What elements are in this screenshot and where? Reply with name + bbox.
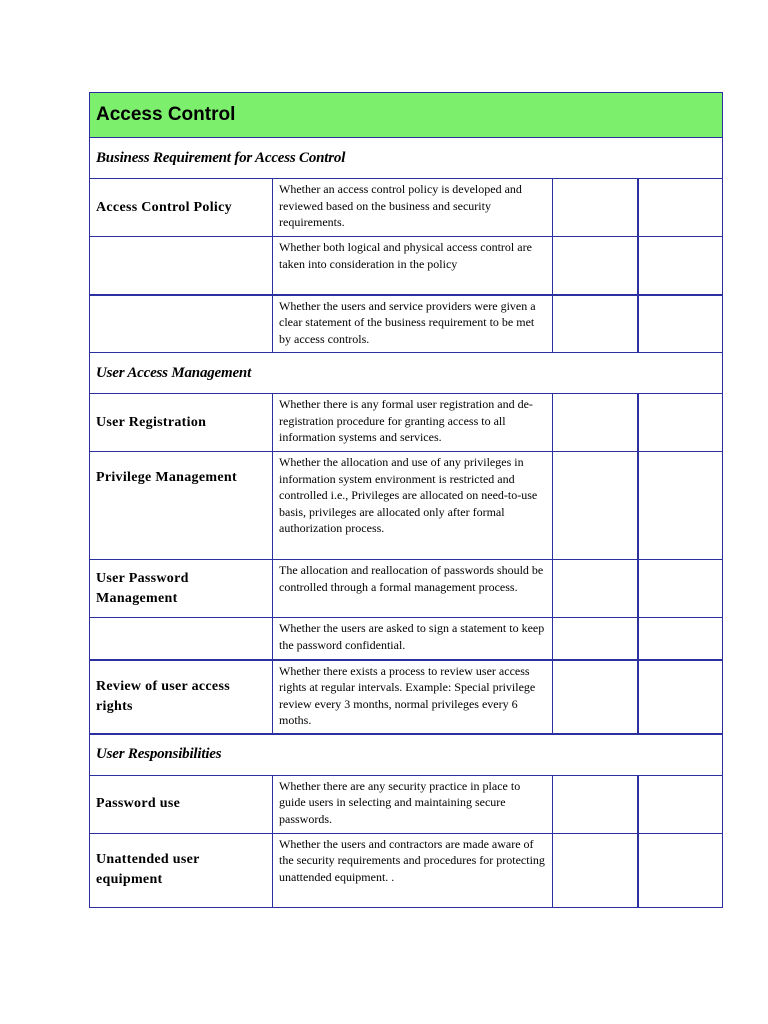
- findings-cell[interactable]: [638, 618, 723, 660]
- table-row: [90, 560, 723, 618]
- control-name: Access Control Policy: [90, 179, 273, 237]
- findings-cell[interactable]: [638, 295, 723, 353]
- findings-cell[interactable]: [638, 833, 723, 907]
- checklist-table: [89, 92, 723, 908]
- audit-question: Whether there is any formal user registration and de-registration procedure for granting access to all information systems and services.: [273, 394, 553, 452]
- audit-question: Whether the allocation and use of any privileges in information system environment is restricted and controlled i.e., Privileges are allocated on need-to-use basis, privileges are allocated only after formal authorization process.: [273, 452, 553, 560]
- table-row: [90, 660, 723, 734]
- findings-cell[interactable]: [638, 560, 723, 618]
- control-name: User Password Management: [90, 560, 273, 618]
- section-heading: User Responsibilities: [90, 734, 723, 776]
- findings-cell[interactable]: [638, 179, 723, 237]
- audit-question: Whether there are any security practice in place to guide users in selecting and maintaining secure passwords.: [273, 775, 553, 833]
- compliance-cell[interactable]: [553, 179, 638, 237]
- control-name: Password use: [90, 775, 273, 833]
- control-name: Review of user access rights: [90, 660, 273, 734]
- page-title: Access Control: [90, 93, 723, 138]
- section-header-row: [90, 138, 723, 179]
- access-control-checklist: [89, 92, 722, 908]
- audit-question: Whether the users are asked to sign a statement to keep the password confidential.: [273, 618, 553, 660]
- table-row: [90, 775, 723, 833]
- table-row: [90, 452, 723, 560]
- findings-cell[interactable]: [638, 394, 723, 452]
- section-header-row: [90, 353, 723, 394]
- control-name: [90, 237, 273, 295]
- compliance-cell[interactable]: [553, 618, 638, 660]
- table-row: [90, 833, 723, 907]
- audit-question: Whether both logical and physical access control are taken into consideration in the policy: [273, 237, 553, 295]
- compliance-cell[interactable]: [553, 394, 638, 452]
- section-heading: User Access Management: [90, 353, 723, 394]
- table-row: [90, 618, 723, 660]
- table-row: [90, 237, 723, 295]
- title-row: [90, 93, 723, 138]
- control-name: Unattended user equipment: [90, 833, 273, 907]
- audit-question: Whether there exists a process to review user access rights at regular intervals. Example: Special privilege review every 3 months, normal privileges every 6 moths.: [273, 660, 553, 734]
- audit-question: Whether the users and contractors are made aware of the security requirements and procedures for protecting unattended equipment. .: [273, 833, 553, 907]
- audit-question: The allocation and reallocation of passwords should be controlled through a formal management process.: [273, 560, 553, 618]
- compliance-cell[interactable]: [553, 660, 638, 734]
- compliance-cell[interactable]: [553, 833, 638, 907]
- section-header-row: [90, 734, 723, 776]
- table-row: [90, 394, 723, 452]
- control-name: Privilege Management: [90, 452, 273, 560]
- compliance-cell[interactable]: [553, 237, 638, 295]
- table-row: [90, 179, 723, 237]
- findings-cell[interactable]: [638, 237, 723, 295]
- compliance-cell[interactable]: [553, 295, 638, 353]
- audit-question: Whether the users and service providers were given a clear statement of the business requirement to be met by access controls.: [273, 295, 553, 353]
- compliance-cell[interactable]: [553, 452, 638, 560]
- control-name: [90, 295, 273, 353]
- findings-cell[interactable]: [638, 775, 723, 833]
- table-row: [90, 295, 723, 353]
- findings-cell[interactable]: [638, 452, 723, 560]
- compliance-cell[interactable]: [553, 560, 638, 618]
- audit-question: Whether an access control policy is developed and reviewed based on the business and security requirements.: [273, 179, 553, 237]
- control-name: User Registration: [90, 394, 273, 452]
- section-heading: Business Requirement for Access Control: [90, 138, 723, 179]
- control-name: [90, 618, 273, 660]
- compliance-cell[interactable]: [553, 775, 638, 833]
- findings-cell[interactable]: [638, 660, 723, 734]
